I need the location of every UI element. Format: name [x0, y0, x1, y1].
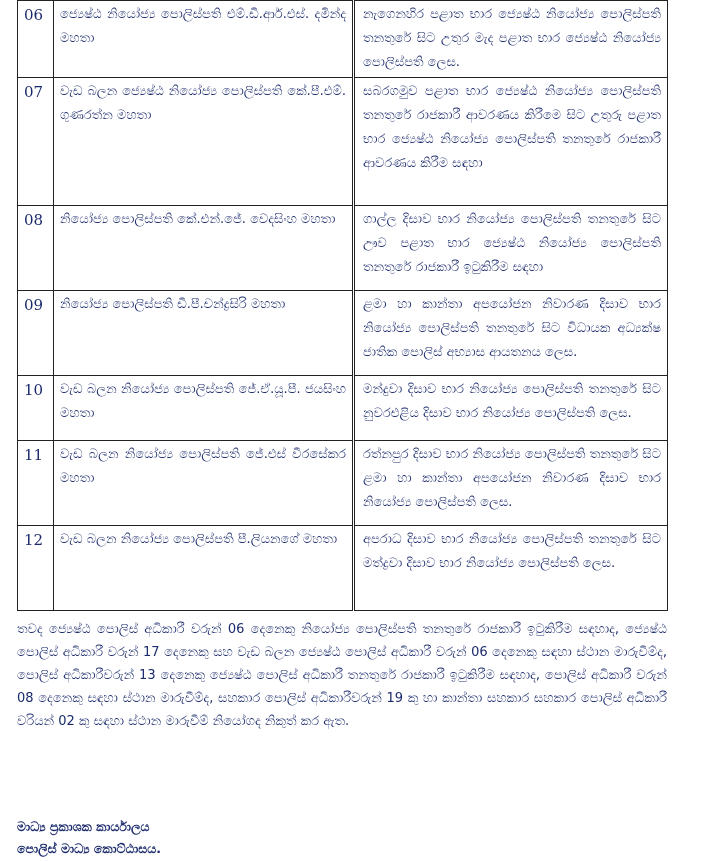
- transfer-detail: මන්දුවා දිසාව භාර නියෝජ්‍ය පොලිස්පති තනතුරේ සිට නුවරඑළිය දිසාව භාර නියෝජ්‍ය පොලිස්පති ලෙස.: [354, 376, 668, 441]
- officer-name: වැඩ බලන නියෝජ්‍ය පොලිස්පති පී.ලියනගේ මහතා: [54, 526, 354, 611]
- summary-paragraph: තවද ජ්‍යෙෂ්ඨ පොලිස් අධිකාරී වරුන් 06 දෙනෙකු නියෝජ්‍ය පොලිස්පති තනතුරේ රාජකාරී ඉටුකිරීම සඳහාද, ජ්‍යෙෂ්ඨ පොලිස් අධිකාරී වරුන් 17 දෙනෙකු සහ වැඩ බලන ජ්‍යෙෂ්ඨ පොලිස් අධිකාරී වරුන් 06 දෙනෙකු සඳහා ස්ථාන මාරුවීම්ද, පොලිස් අධිකාරීවරුන් 13 දෙනෙකු ජ්‍යෙෂ්ඨ පොලිස් අධිකාරී තනතුරේ රාජකාරී ඉටුකිරීම සඳහාද, පොලිස් අධිකාරී වරුන් 08 දෙනෙකු සඳහා ස්ථාන මාරුවීම්ද, සහකාර පොලිස් අධිකාරීවරුන් 19 කු හා කාන්තා සහකාර සහකාර පොලිස් අධිකාරී වරියන් 02 කු සඳහා ස්ථාන මාරුවීම් නියෝගද නිකුත් කර ඇත.: [17, 622, 667, 729]
- transfer-table: [17, 0, 668, 611]
- officer-name: නියෝජ්‍ය පොලිස්පති කේ.එන්.ජේ. වෙදසිංහ මහතා: [54, 206, 354, 291]
- table-row: [18, 1, 668, 78]
- row-number: 09: [18, 291, 54, 376]
- issuing-office: මාධ්‍ය ප්‍රකාශක කාර්යාලය: [17, 819, 150, 834]
- row-number: 07: [18, 78, 54, 206]
- row-number: 11: [18, 441, 54, 526]
- transfer-detail: ළමා හා කාන්තා අපයෝජන නිවාරණ දිසාව භාර නියෝජ්‍ය පොලිස්පති තනතුරේ සිට විධායක අධ්‍යක්ෂ ජාතික පොලිස් අභ්‍යාස ආයතනය ලෙස.: [354, 291, 668, 376]
- row-number: 12: [18, 526, 54, 611]
- officer-name: වැඩ බලන නියෝජ්‍ය පොලිස්පති ජේ.එස් වීරසේකර මහතා: [54, 441, 354, 526]
- transfer-detail: නැගෙනහිර පළාත භාර ජ්‍යෙෂ්ඨ නියෝජ්‍ය පොලිස්පති තනතුරේ සිට උතුර මැද පළාත භාර ජ්‍යෙෂ්ඨ නියෝජ්‍ය පොලිස්පති ලෙස.: [354, 1, 668, 78]
- row-number: 08: [18, 206, 54, 291]
- table-row: [18, 376, 668, 441]
- table-row: [18, 441, 668, 526]
- transfer-detail: රත්නපුර දිසාව භාර නියෝජ්‍ය පොලිස්පති තනතුරේ සිට ළමා හා කාන්තා අපයෝජන නිවාරණ දිසාව භාර නියෝජ්‍ය පොලිස්පති ලෙස.: [354, 441, 668, 526]
- table-row: [18, 206, 668, 291]
- officer-name: වැඩ බලන නියෝජ්‍ය පොලිස්පති ජේ.ඒ.යූ.පී. ජයසිංහ මහතා: [54, 376, 354, 441]
- officer-name: වැඩ බලන ජ්‍යෙෂ්ඨ නියෝජ්‍ය පොලිස්පති කේ.පී.එම්. ගුණරත්න මහතා: [54, 78, 354, 206]
- issuing-division: පොලිස් මාධ්‍ය කොට්ඨාසය.: [17, 841, 161, 856]
- row-number: 06: [18, 1, 54, 78]
- transfer-detail: අපරාධ දිසාව භාර නියෝජ්‍ය පොලිස්පති තනතුරේ සිට මත්ද්‍රවා දිසාව භාර නියෝජ්‍ය පොලිස්පති ලෙස.: [354, 526, 668, 611]
- officer-name: ජ්‍යෙෂ්ඨ නියෝජ්‍ය පොලිස්පති එම්.ඩී.ආර්.එස්. දමින්ද මහතා: [54, 1, 354, 78]
- table-row: [18, 291, 668, 376]
- officer-name: නියෝජ්‍ය පොලිස්පති ඩී.පී.චන්ද්‍රසිරි මහතා: [54, 291, 354, 376]
- transfer-detail: සබරගමුව පළාත භාර ජ්‍යෙෂ්ඨ නියෝජ්‍ය පොලිස්පති තනතුරේ රාජකාරී ආවරණය කිරීමෙ සිට උතුරු පළාත භාර ජ්‍යෙෂ්ඨ නියෝජ්‍ය පොලිස්පති තනතුරේ රාජකාරී ආවරණය කිරීම සඳහා: [354, 78, 668, 206]
- row-number: 10: [18, 376, 54, 441]
- signature-block: [17, 816, 161, 860]
- table-row: [18, 78, 668, 206]
- table-row: [18, 526, 668, 611]
- transfer-detail: ගාල්ල දිසාව භාර නියෝජ්‍ය පොලිස්පති තනතුරේ සිට ඌව පළාත භාර ජ්‍යෙෂ්ඨ නියෝජ්‍ය පොලිස්පති තනතුරේ රාජකාරී ඉටුකිරීම සඳහා: [354, 206, 668, 291]
